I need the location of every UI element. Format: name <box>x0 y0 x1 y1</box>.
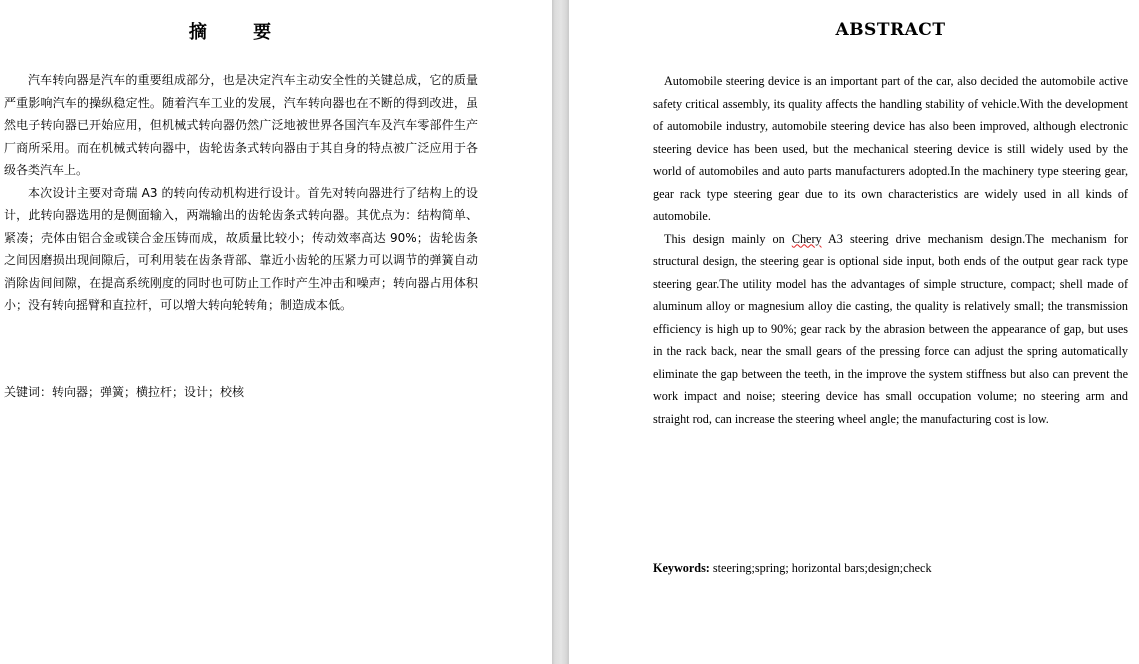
chinese-abstract-body[interactable] <box>4 69 478 317</box>
english-abstract-body[interactable] <box>653 70 1128 430</box>
keywords-value: steering;spring; horizontal bars;design;check <box>709 561 932 575</box>
english-abstract-title: ABSTRACT <box>835 20 946 40</box>
keywords-label: Keywords: <box>653 561 710 575</box>
english-keywords <box>653 561 932 576</box>
english-paragraph-2-rest: A3 steering drive mechanism design.The mechanism for structural design, the steering gear is optional side input, both ends of the output gear rack type steering gear.The utility model has the advantages of simple structure, compact; shell made of aluminum alloy or magnesium alloy die casting, the quality is relatively small; the transmission efficiency is high up to 90%; gear rack by the abrasion between the appearance of gap, but uses in the rack back, near the small gears of the pressing force can adjust the spring automatically eliminate the gap between the teeth, in the improve the system stiffness but also can prevent the work impact and noise; steering device has small occupation volume; no steering arm and straight rod, can increase the steering wheel angle; the manufacturing cost is low. <box>653 231 1128 426</box>
chinese-paragraph-2: 本次设计主要对奇瑞 A3 的转向传动机构进行设计。首先对转向器进行了结构上的设计，此转向器选用的是侧面输入，两端输出的齿轮齿条式转向器。其优点为：结构简单、紧凑；壳体由铝合金或镁合金压铸而成，故质量比较小；传动效率高达 90%；齿轮齿条之间因磨损出现间隙后，可利用装在齿条背部、靠近小齿轮的压紧力可以调节的弹簧自动消除齿间间隙，在提高系统刚度的同时也可防止工作时产生冲击和噪声；转向器占用体积小；没有转向摇臂和直拉杆，可以增大转向轮转角；制造成本低。 <box>4 185 478 312</box>
document-page-left[interactable] <box>0 0 552 664</box>
english-paragraph-1: Automobile steering device is an important part of the car, also decided the automobile active safety critical assembly, its quality affects the handling stability of vehicle.With the development of automobile industry, automobile steering device has also been improved, although electronic steering device has been used, but the mechanical steering device is still widely used by the world of automobiles and auto parts manufacturers adopted.In the machinery type steering gear, gear rack type steering gear due to its own characteristics are widely used in all kinds of automobile. <box>653 74 1128 223</box>
chinese-keywords: 关键词：转向器；弹簧；横拉杆；设计；校核 <box>4 385 245 399</box>
spellcheck-flagged-word[interactable]: Chery <box>791 231 822 246</box>
chinese-paragraph-1: 汽车转向器是汽车的重要组成部分，也是决定汽车主动安全性的关键总成，它的质量严重影响汽车的操纵稳定性。随着汽车工业的发展，汽车转向器也在不断的得到改进，虽然电子转向器已开始应用，但机械式转向器仍然广泛地被世界各国汽车及汽车零部件生产厂商所采用。而在机械式转向器中，齿轮齿条式转向器由于其自身的特点被广泛应用于各级各类汽车上。 <box>4 73 478 177</box>
english-paragraph-2-start: This design mainly on <box>664 231 792 246</box>
chinese-abstract-title: 摘 要 <box>188 22 292 43</box>
english-paragraph-2 <box>653 228 1128 431</box>
page-gutter <box>552 0 569 664</box>
